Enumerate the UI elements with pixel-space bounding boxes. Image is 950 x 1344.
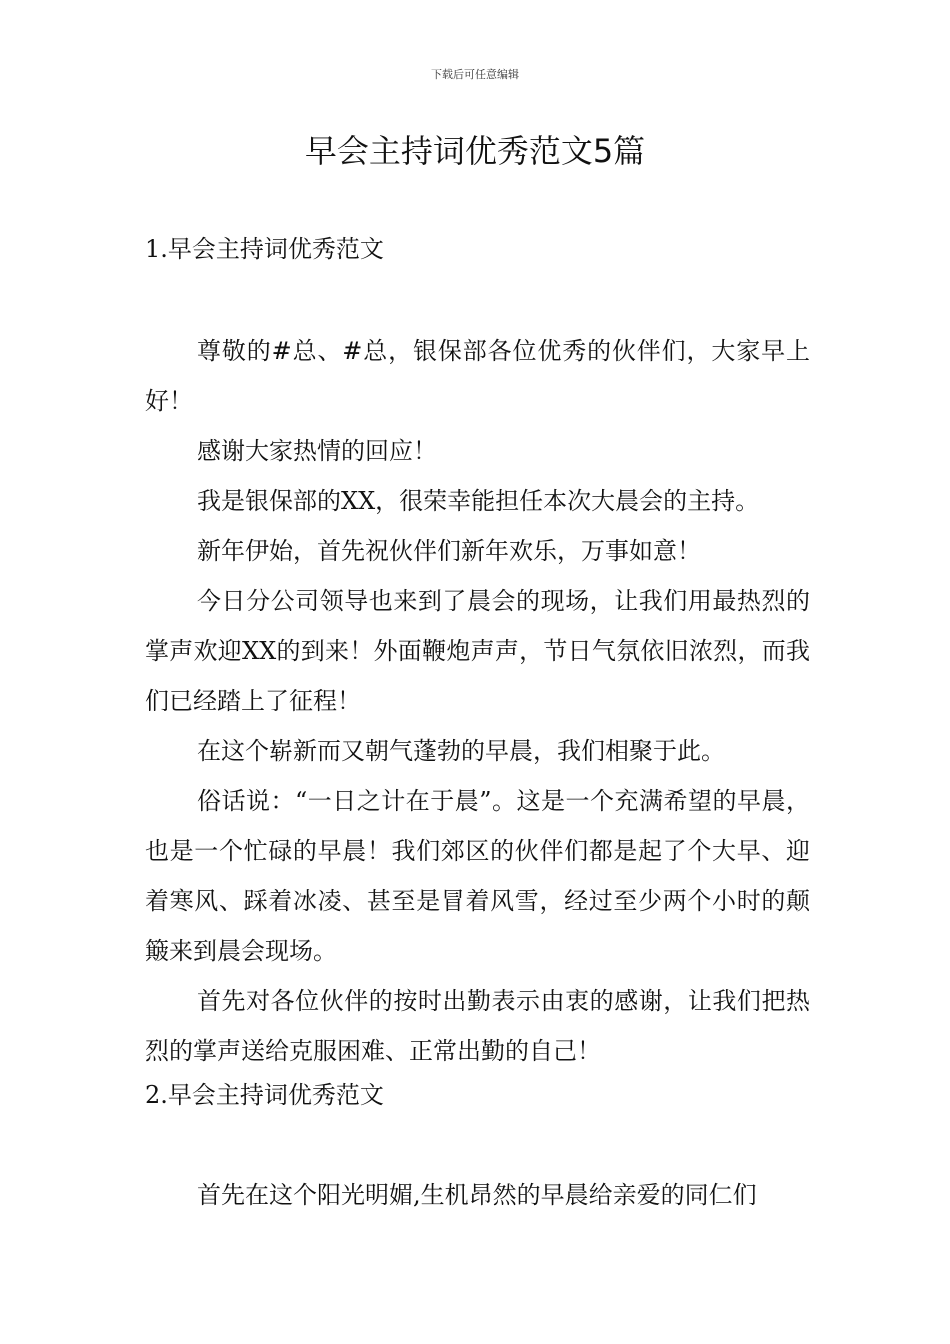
- paragraph: 在这个崭新而又朝气蓬勃的早晨，我们相聚于此。: [197, 737, 725, 765]
- section-heading-1: 1.早会主持词优秀范文: [145, 235, 384, 263]
- section-heading-2: 2.早会主持词优秀范文: [145, 1081, 384, 1109]
- paragraph: 感谢大家热情的回应！: [197, 437, 437, 465]
- paragraph: 尊敬的#总、#总，银保部各位优秀的伙伴们，大家早上好！: [145, 337, 810, 415]
- paragraph: 我是银保部的XX，很荣幸能担任本次大晨会的主持。: [197, 487, 760, 515]
- paragraph: 首先在这个阳光明媚,生机昂然的早晨给亲爱的同仁们: [197, 1181, 757, 1209]
- paragraph: 俗话说：“一日之计在于晨”。这是一个充满希望的早晨，也是一个忙碌的早晨！我们郊区的伙伴们都是起了个大早、迎着寒风、踩着冰凌、甚至是冒着风雪，经过至少两个小时的颠簸来到晨会现场。: [145, 787, 810, 965]
- paragraph: 首先对各位伙伴的按时出勤表示由衷的感谢，让我们把热烈的掌声送给克服困难、正常出勤的自己！: [145, 987, 810, 1065]
- paragraph: 新年伊始，首先祝伙伴们新年欢乐，万事如意！: [197, 537, 701, 565]
- header-note: 下载后可任意编辑: [431, 68, 519, 81]
- paragraph: 今日分公司领导也来到了晨会的现场，让我们用最热烈的掌声欢迎XX的到来！外面鞭炮声声，节日气氛依旧浓烈，而我们已经踏上了征程！: [145, 587, 810, 715]
- section-2-body: [145, 1170, 810, 1220]
- section-1-body: [145, 326, 810, 1076]
- document-title: 早会主持词优秀范文5篇: [304, 132, 646, 170]
